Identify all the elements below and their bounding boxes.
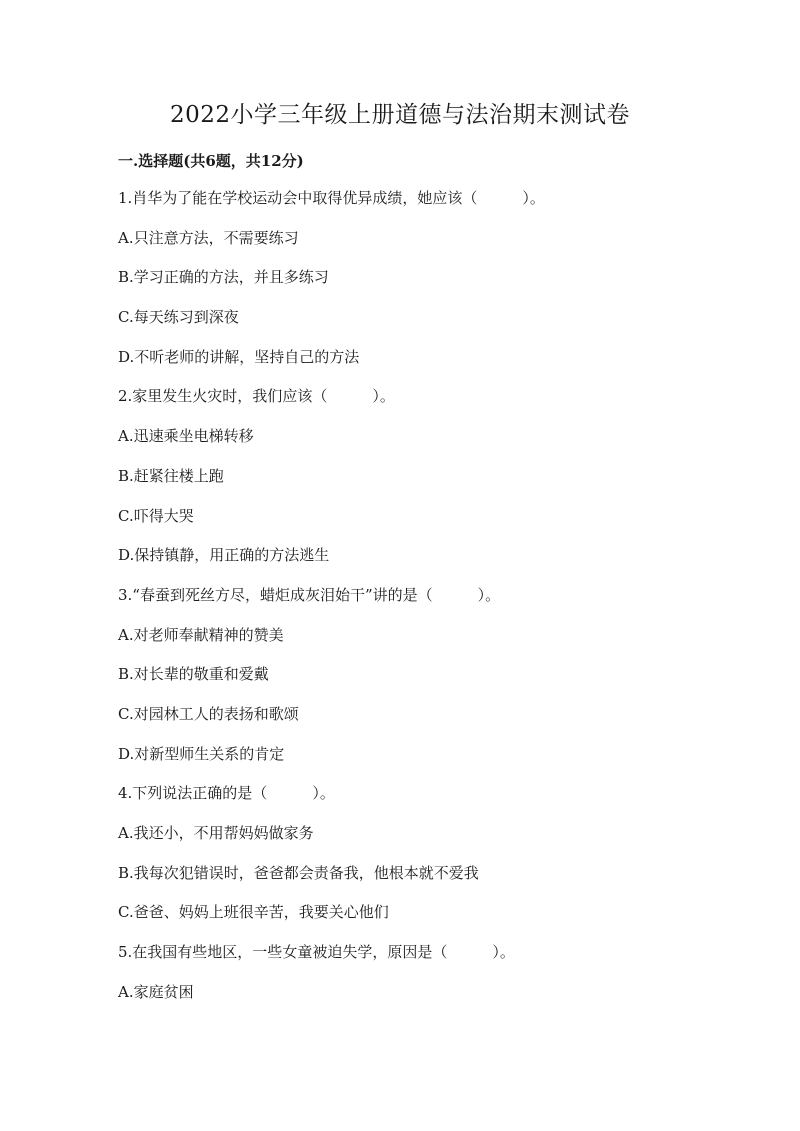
question-3-option-b: B.对长辈的敬重和爱戴 [118, 665, 269, 684]
question-1-stem: 1.肖华为了能在学校运动会中取得优异成绩，她应该（ ）。 [118, 189, 545, 207]
page-title: 2022小学三年级上册道德与法治期末测试卷 [169, 102, 631, 128]
question-1-option-b: B.学习正确的方法，并且多练习 [118, 268, 329, 287]
question-3-option-a: A.对老师奉献精神的赞美 [118, 625, 284, 644]
question-2-stem: 2.家里发生火灾时，我们应该（ ）。 [118, 387, 395, 406]
question-1-option-c: C.每天练习到深夜 [118, 308, 239, 327]
question-2-option-c: C.吓得大哭 [118, 506, 194, 525]
question-5-stem: 5.在我国有些地区，一些女童被迫失学，原因是（ ）。 [118, 943, 515, 962]
question-3-option-d: D.对新型师生关系的肯定 [118, 744, 285, 763]
section-heading: 一.选择题(共6题，共12分) [118, 152, 304, 170]
question-1-option-a: A.只注意方法，不需要练习 [118, 228, 299, 247]
question-3-stem: 3.“春蚕到死丝方尽，蜡炬成灰泪始干”讲的是（ ）。 [118, 585, 501, 604]
question-5-option-a: A.家庭贫困 [118, 982, 194, 1001]
question-2-option-d: D.保持镇静，用正确的方法逃生 [118, 546, 330, 565]
question-4-option-b: B.我每次犯错误时，爸爸都会责备我，他根本就不爱我 [118, 863, 479, 882]
question-list [118, 187, 758, 1020]
question-3-option-c: C.对园林工人的表扬和歌颂 [118, 704, 299, 723]
question-2-option-b: B.赶紧往楼上跑 [118, 466, 224, 485]
question-2-option-a: A.迅速乘坐电梯转移 [118, 427, 254, 446]
question-1-option-d: D.不听老师的讲解，坚持自己的方法 [118, 347, 360, 366]
question-4-option-a: A.我还小，不用帮妈妈做家务 [118, 824, 314, 842]
question-4-stem: 4.下列说法正确的是（ ）。 [118, 784, 335, 803]
question-4-option-c: C.爸爸、妈妈上班很辛苦，我要关心他们 [118, 903, 389, 922]
